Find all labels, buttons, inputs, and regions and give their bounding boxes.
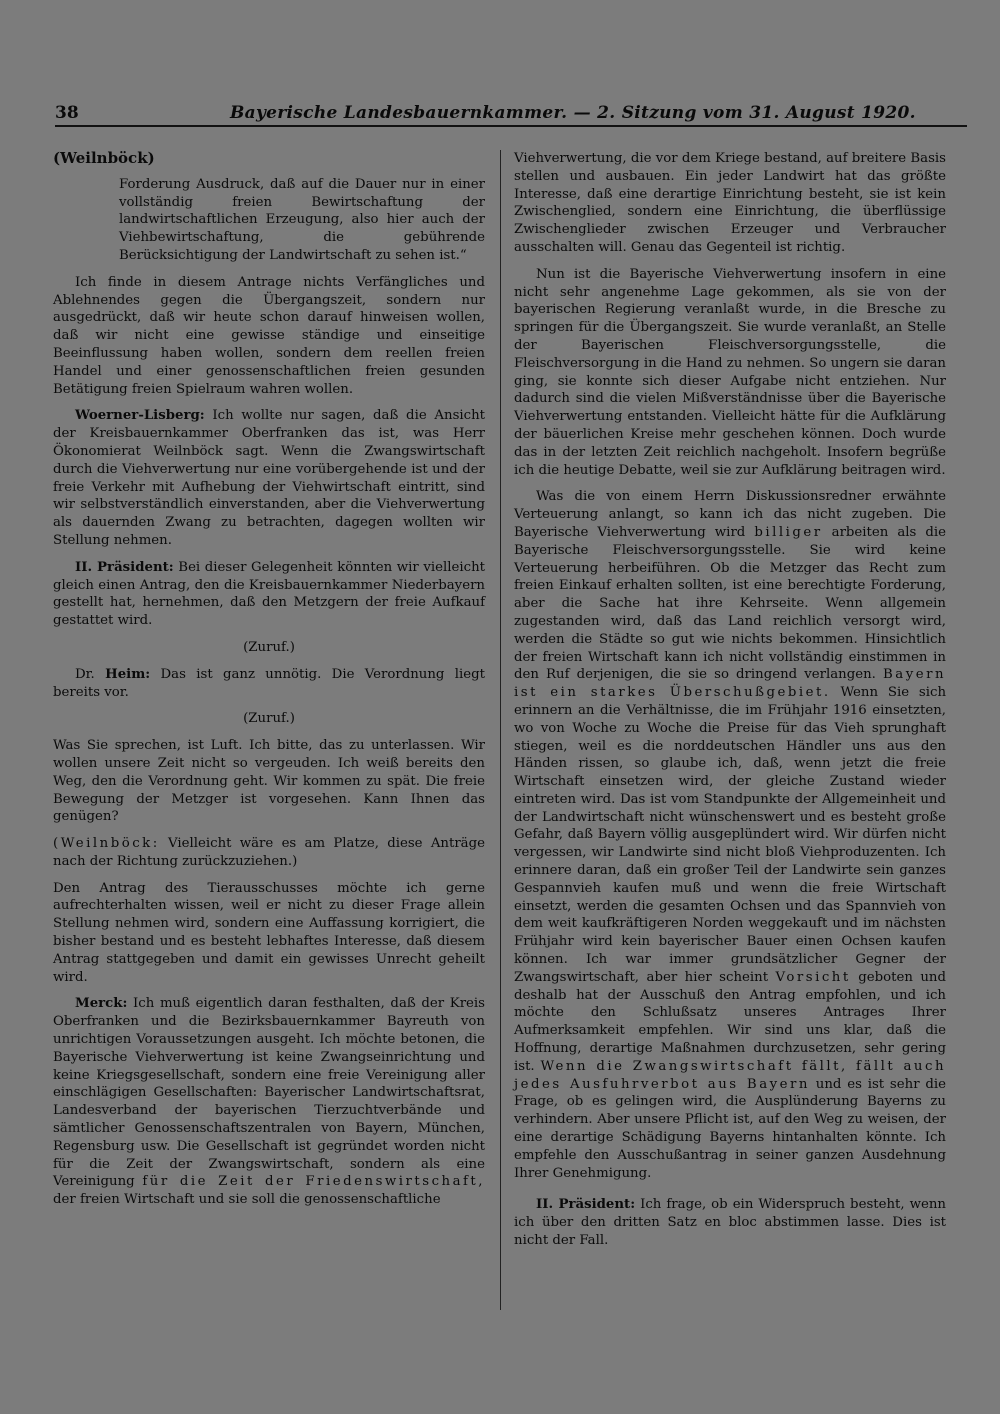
speaker-name: Heim: [105, 666, 151, 682]
left-column [53, 150, 485, 1218]
speaker-name: (Weilnböck: [53, 836, 160, 852]
paragraph [514, 1196, 946, 1249]
page-number: 38 [55, 103, 79, 123]
paragraph [53, 666, 485, 702]
paragraph [53, 835, 485, 871]
paragraph-text: Bei dieser Gelegenheit könnten wir vielleicht gleich einen Antrag, den die Kreisbauernkammer Niederbayern gestellt hat, hernehmen, daß den Metzgern der freie Aufkauf gestattet wird. [53, 559, 485, 629]
paragraph-text: Das ist ganz unnötig. Die Verordnung liegt bereits vor. [53, 666, 485, 700]
paragraph: Den Antrag des Tierausschusses möchte ich gerne aufrechterhalten wissen, weil er nicht zu dieser Frage allein Stellung nehmen wird, sondern eine Auffassung korrigiert, die bisher bestand und es besteht lebhaftes Interesse, daß diesem Antrag stattgegeben und damit ein gewisses Unrecht geheilt wird. [53, 880, 485, 985]
paragraph [53, 559, 485, 630]
paragraph-text: Ich frage, ob ein Widerspruch besteht, wenn ich über den dritten Satz en bloc abstimmen lasse. Dies ist nicht der Fall. [514, 1197, 946, 1249]
paragraph: Viehverwertung, die vor dem Kriege bestand, auf breitere Basis stellen und ausbauen. Ein jeder Landwirt hat das größte Interesse, daß eine derartige Einrichtung besteht, sie ist kein Zwischenglied, sondern eine Einrichtung, die überflüssige Zwischenglieder zwischen Erzeuger und Verbraucher ausschalten will. Genau das Gegenteil ist richtig. [514, 151, 946, 255]
paragraph-text: Wenn Sie sich erinnern an die Verhältnisse, die im Frühjahr 1916 einsetzten, wo von Woche zu Woche die Preise für das Vieh sprunghaft stiegen, weil es die norddeutschen Händler uns aus den Händen rissen, so glaube ich, daß, wenn jetzt die freie Wirtschaft einsetzen wird, der gleiche Zustand wieder eintreten wird. Das ist vom Standpunkte der Allgemeinheit und der Landwirtschaft nicht wünschenswert und es besteht große Gefahr, daß Bayern völlig ausgeplündert wird. Wir dürfen nicht vergessen, wir Landwirte sind nicht bloß Viehproduzenten. Ich erinnere daran, daß ein großer Teil der Landwirte sein ganzes Gespannvieh kaufen muß und wenn die freie Wirtschaft einsetzt, werden die gesamten Ochsen und das Spannvieh von dem weit kaufkräftigeren Norden weggekauft und im nächsten Frühjahr wird kein bayerischer Bauer einen Ochsen kaufen können. Ich war immer grundsätzlicher Gegner der Zwangswirtschaft, aber hier scheint [514, 685, 947, 985]
paragraph-text: der freien Wirtschaft und sie soll die genossenschaftliche [53, 1192, 441, 1208]
paragraph: Nun ist die Bayerische Viehverwertung insofern in eine nicht sehr angenehme Lage gekommen, als sie von der bayerischen Regierung veranlaßt wurde, in die Bresche zu springen für die Übergangszeit. Sie wurde veranlaßt, an Stelle der Bayerischen Fleischversorgungsstelle, die Fleischversorgung in die Hand zu nehmen. So ungern sie daran ging, sie konnte sich dieser Aufgabe nicht entziehen. Nur dadurch sind die vielen Mißverständnisse über die Bayerische Viehverwertung entstanden. Vielleicht hätte für die Aufklärung der bäuerlichen Kreise mehr geschehen können. Doch wurde das in der letzten Zeit reichlich nachgeholt. Insofern begrüße ich die heutige Debatte, weil sie zur Aufklärung beitragen wird. [514, 266, 946, 478]
paragraph: Was Sie sprechen, ist Luft. Ich bitte, das zu unterlassen. Wir wollen unsere Zeit nicht so vergeuden. Ich weiß bereits den Weg, den die Verordnung geht. Wir kommen zu spät. Die freie Bewegung der Metzger ist vorgesehen. Kann Ihnen das genügen? [53, 738, 485, 825]
spaced-emphasis: Wenn die Zwangswirtschaft fällt, fällt auch jedes Ausfuhrverbot aus Bayern [514, 1058, 947, 1092]
quote-paragraph: Forderung Ausdruck, daß auf die Dauer nur in einer vollständig freien Bewirtschaftung der landwirtschaftlichen Erzeugung, also hier auch der Viehbewirtschaftung, die gebührende Berücksichtigung der Landwirtschaft zu sehen ist.“ [119, 176, 485, 263]
paragraph [514, 488, 946, 1182]
speaker-name: II. Präsident: [536, 1197, 636, 1213]
speaker-name: Merck: [75, 996, 128, 1012]
paragraph-text: Vielleicht wäre es am Platze, diese Anträge nach der Richtung zurückzuziehen.) [53, 836, 485, 869]
paragraph-text: arbeiten als die Bayerische Fleischversorgungsstelle. Sie wird keine Verteuerung herbeiführen. Ob die Metzger das Recht zum freien Einkauf erhalten sollten, ist eine berechtigte Forderung, aber die Sache hat ihre Kehrseite. Wenn allgemein zugestanden wird, daß das Land reichlich versorgt wird, werden die Städte so gut wie nichts bekommen. Hinsichtlich der freien Wirtschaft kann ich nicht vollständig einstimmen in den Ruf derjenigen, die sie so dringend verlangen. [514, 524, 947, 683]
interjection: (Zuruf.) [243, 639, 295, 655]
spaced-emphasis: billiger [754, 524, 823, 540]
running-title: Bayerische Landesbauernkammer. — 2. Sitzung vom 31. August 1920. [230, 103, 916, 123]
paragraph-text: Ich wollte nur sagen, daß die Ansicht der Kreisbauernkammer Oberfranken das ist, was Herr Ökonomierat Weilnböck sagt. Wenn die Zwangswirtschaft durch die Viehverwertung nur eine vorübergehende ist und der freie Verkehr mit Aufhebung der Viehwirtschaft eintritt, sind wir selbstverständlich einverstanden, aber die Viehverwertung als dauernden Zwang zu betrachten, dagegen wollten wir Stellung nehmen. [53, 408, 486, 548]
paragraph-text: und es ist sehr die Frage, ob es gelingen wird, die Ausplünderung Bayerns zu verhindern. Aber unsere Pflicht ist, auf den Weg zu weisen, der eine derartige Schädigung Bayerns hintanhalten könnte. Ich empfehle den Ausschußantrag in seiner ganzen Ausdehnung Ihrer Genehmigung. [514, 1076, 946, 1181]
spaced-emphasis: für die Zeit der Friedenswirtschaft, [142, 1174, 485, 1190]
speaker-heading: (Weilnböck) [53, 149, 155, 167]
interjection: (Zuruf.) [243, 711, 295, 727]
right-column [514, 150, 946, 1259]
paragraph-text: Was die von einem Herrn Diskussionsredner erwähnte Verteuerung anlangt, so kann ich das nicht zugeben. Die Bayerische Viehverwertung wird [514, 489, 946, 540]
header-rule [55, 125, 967, 127]
spaced-emphasis: Bayern ist ein starkes Überschußgebiet. [514, 667, 947, 701]
speaker-name: Woerner-Lisberg: [75, 408, 205, 424]
paragraph-text: geboten und deshalb hat der Ausschuß den Antrag empfohlen, und ich möchte den Schlußsatz unseres Antrages Ihrer Aufmerksamkeit empfehlen. Wir sind uns klar, daß die Hoffnung, derartige Maßnahmen durchzusetzen, sehr gering ist. [514, 969, 946, 1074]
paragraph [53, 995, 485, 1209]
paragraph-text: Ich muß eigentlich daran festhalten, daß der Kreis Oberfranken und die Bezirksbauernkammer Bayreuth von unrichtigen Voraussetzungen ausgeht. Ich möchte betonen, die Bayerische Viehverwertung ist keine Zwangseinrichtung und keine Kriegsgesellschaft, sondern eine freie Vereinigung aller einschlägigen Gesellschaften: Bayerischer Landwirtschaftsrat, Landesverband der bayerischen Tierzuchtverbände und sämtlicher Genossenschaftszentralen von Bayern, München, Regensburg usw. Die Gesellschaft ist gegründet worden nicht für die Zeit der Zwangswirtschaft, sondern als eine Vereinigung [53, 996, 485, 1190]
column-divider [500, 150, 501, 1310]
paragraph: Ich finde in diesem Antrage nichts Verfängliches und Ablehnendes gegen die Übergangszeit, sondern nur ausgedrückt, daß wir heute schon darauf hinweisen wollen, daß wir nicht eine gewisse ständige und einseitige Beeinflussung haben wollen, sondern dem reellen freien Handel und einer genossenschaftlichen freien gesunden Betätigung freien Spielraum wahren wollen. [53, 274, 485, 397]
spaced-emphasis: Vorsicht [775, 969, 851, 985]
paragraph [53, 407, 485, 549]
speaker-name: II. Präsident: [75, 559, 174, 575]
speaker-title: Dr. [75, 666, 95, 682]
